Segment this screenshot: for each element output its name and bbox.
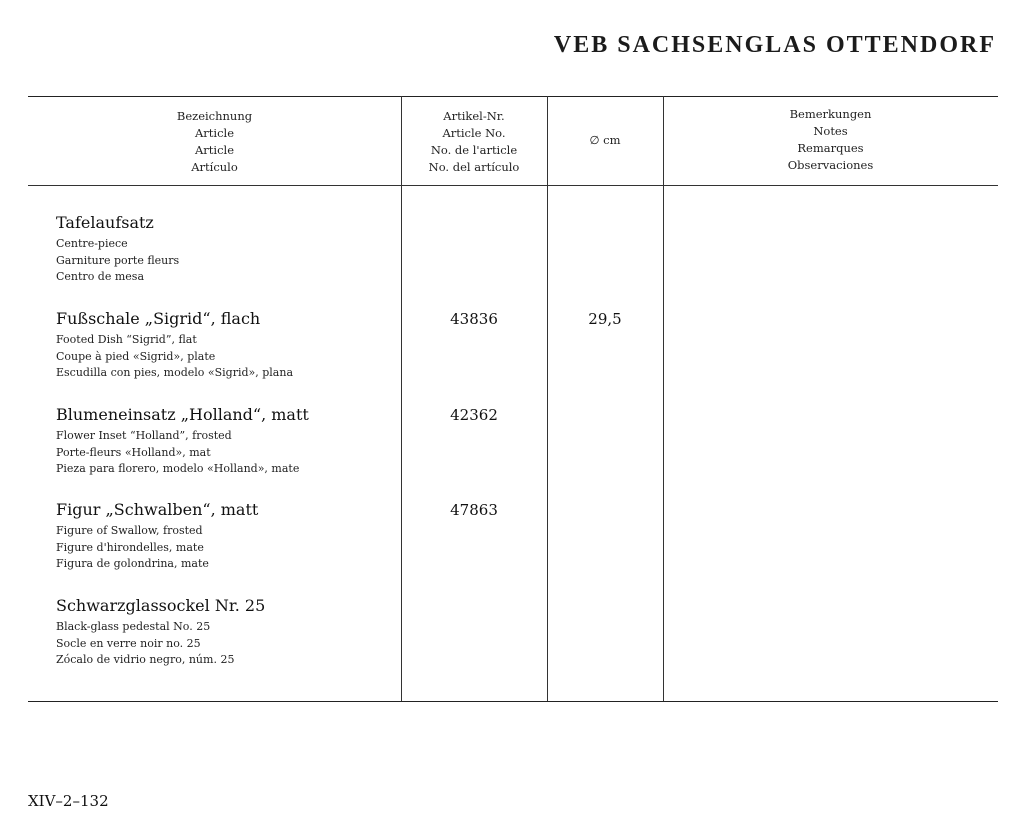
header-article-en: Article (194, 126, 235, 140)
item-title: Figur „Schwalben“, matt (56, 500, 259, 519)
header-divider (28, 185, 998, 186)
header-artno-de: Artikel-Nr. (443, 109, 505, 123)
item-translation-fr: Socle en verre noir no. 25 (56, 636, 201, 650)
item-translation-es: Zócalo de vidrio negro, núm. 25 (56, 653, 235, 666)
page-code: XIV–2–132 (28, 792, 109, 810)
article-number: 42362 (450, 406, 498, 424)
item-translation-es: Centro de mesa (56, 270, 144, 283)
header-article-fr: Article (194, 143, 235, 157)
header-notes-de: Bemerkungen (789, 107, 872, 121)
item-translation-en: Black-glass pedestal No. 25 (56, 620, 211, 633)
company-name: VEB SACHSENGLAS OTTENDORF (553, 32, 996, 58)
item-translation-es: Figura de golondrina, mate (56, 557, 209, 570)
column-divider (547, 96, 548, 701)
column-divider (401, 96, 402, 701)
item-translation-fr: Figure d'hirondelles, mate (56, 540, 204, 554)
diameter-value: 29,5 (588, 310, 622, 328)
table-row (56, 595, 396, 669)
header-article-no (401, 108, 547, 176)
item-title: Blumeneinsatz „Holland“, matt (56, 405, 309, 424)
table-row (56, 308, 396, 382)
item-title: Schwarzglassockel Nr. 25 (56, 596, 266, 615)
item-translation-en: Footed Dish “Sigrid”, flat (56, 333, 197, 346)
item-translation-fr: Porte-fleurs «Holland», mat (56, 445, 211, 459)
table-top-border (28, 96, 998, 97)
header-notes (663, 106, 998, 174)
table-row (56, 499, 396, 573)
header-artno-fr: No. de l'article (430, 143, 518, 157)
header-article (28, 108, 401, 176)
item-translation-fr: Coupe à pied «Sigrid», plate (56, 349, 216, 363)
item-translation-fr: Garniture porte fleurs (56, 253, 180, 267)
article-number: 47863 (450, 501, 498, 519)
header-notes-fr: Remarques (797, 141, 864, 155)
column-divider (663, 96, 664, 701)
header-notes-en: Notes (813, 124, 848, 138)
header-notes-es: Observaciones (787, 158, 874, 172)
item-title: Tafelaufsatz (56, 213, 154, 232)
table-bottom-border (28, 701, 998, 702)
header-article-es: Artículo (191, 160, 238, 174)
item-translation-en: Figure of Swallow, frosted (56, 524, 203, 537)
header-article-de: Bezeichnung (176, 109, 253, 123)
article-number: 43836 (450, 310, 498, 328)
catalog-table (28, 0, 998, 835)
item-translation-es: Escudilla con pies, modelo «Sigrid», plana (56, 366, 294, 379)
item-translation-es: Pieza para florero, modelo «Holland», mate (56, 462, 300, 475)
header-diameter: ∅ cm (589, 133, 621, 147)
item-title: Fußschale „Sigrid“, flach (56, 309, 261, 328)
table-row (56, 212, 396, 286)
header-artno-es: No. del artículo (428, 160, 520, 174)
item-translation-en: Flower Inset “Holland”, frosted (56, 429, 232, 442)
header-artno-en: Article No. (442, 126, 506, 140)
item-translation-en: Centre-piece (56, 237, 128, 250)
table-row (56, 404, 396, 478)
